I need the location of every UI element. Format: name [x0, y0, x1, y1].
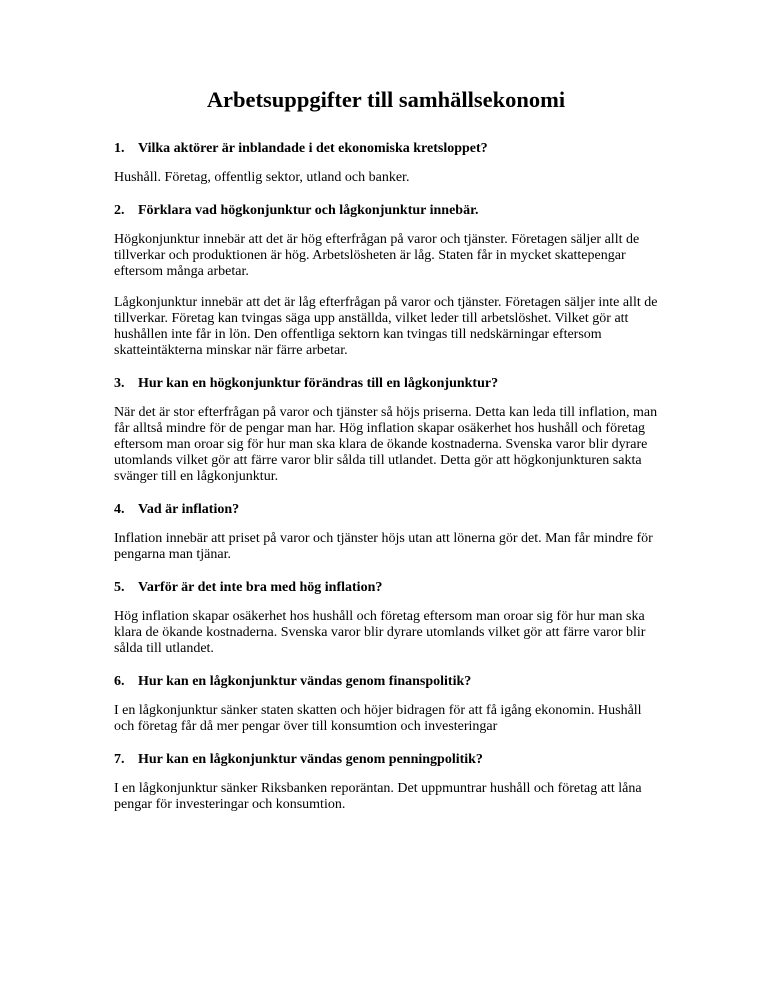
question-number: 6. — [114, 674, 125, 689]
question-number: 4. — [114, 502, 125, 517]
question-block-3 — [114, 375, 658, 485]
answer-paragraph: I en lågkonjunktur sänker Riksbanken reporäntan. Det uppmuntrar hushåll och företag att låna pengar för investeringar och konsumtion. — [114, 781, 642, 812]
question-block-1 — [114, 140, 658, 186]
question-number: 7. — [114, 752, 125, 767]
question-heading — [114, 501, 658, 518]
question-number: 5. — [114, 580, 125, 595]
question-heading — [114, 202, 658, 219]
question-text: Hur kan en lågkonjunktur vändas genom penningpolitik? — [138, 752, 483, 767]
question-text: Hur kan en högkonjunktur förändras till en lågkonjunktur? — [138, 376, 499, 391]
question-heading — [114, 375, 658, 392]
question-block-5 — [114, 579, 658, 657]
question-heading — [114, 673, 658, 690]
question-text: Vilka aktörer är inblandade i det ekonomiska kretsloppet? — [138, 141, 488, 156]
question-block-7 — [114, 751, 658, 813]
question-number: 3. — [114, 376, 125, 391]
answer-paragraph: Hög inflation skapar osäkerhet hos hushåll och företag eftersom man oroar sig för hur man ska klara de ökande kostnaderna. Svenska varor blir dyrare utomlands vilket gör att färre varor blir sålda till utlandet. — [114, 609, 646, 656]
question-block-6 — [114, 673, 658, 735]
answer-paragraph: Högkonjunktur innebär att det är hög efterfrågan på varor och tjänster. Företagen säljer allt de tillverkar och produktionen är hög. Arbetslösheten är låg. Staten får in mycket skattepengar eftersom många arbetar. — [114, 232, 640, 279]
question-block-4 — [114, 501, 658, 563]
answer-paragraph: Hushåll. Företag, offentlig sektor, utland och banker. — [114, 170, 410, 185]
question-text: Förklara vad högkonjunktur och lågkonjunktur innebär. — [138, 203, 479, 218]
question-text: Hur kan en lågkonjunktur vändas genom finanspolitik? — [138, 674, 472, 689]
question-number: 2. — [114, 203, 125, 218]
document-title: Arbetsuppgifter till samhällsekonomi — [206, 87, 566, 112]
question-text: Vad är inflation? — [138, 502, 240, 517]
answer-paragraph: När det är stor efterfrågan på varor och tjänster så höjs priserna. Detta kan leda till inflation, man får alltså mindre för de pengar man har. Hög inflation skapar osäkerhet hos hushåll och företag eftersom man oroar sig för hur man ska klara de ökande kostnaderna. Svenska varor blir dyrare utomlands vilket gör att färre varor blir sålda till utlandet. Detta gör att högkonjunkturen sakta svänger till en lågkonjunktur. — [114, 405, 658, 484]
question-number: 1. — [114, 141, 125, 156]
question-heading — [114, 751, 658, 768]
answer-paragraph: Inflation innebär att priset på varor och tjänster höjs utan att lönerna gör det. Man får mindre för pengarna man tjänar. — [114, 531, 653, 562]
question-block-2 — [114, 202, 658, 359]
question-heading — [114, 579, 658, 596]
answer-paragraph: Lågkonjunktur innebär att det är låg efterfrågan på varor och tjänster. Företagen säljer inte allt de tillverkar. Företag kan tvingas säga upp anställda, vilket leder till arbetslöshet. Vilket gör att hushållen inte får in lön. Den offentliga sektorn kan tvingas till nedskärningar eftersom skatteintäkterna minskar när färre arbetar. — [114, 295, 658, 358]
question-heading — [114, 140, 658, 157]
answer-paragraph: I en lågkonjunktur sänker staten skatten och höjer bidragen för att få igång ekonomin. Hushåll och företag får då mer pengar över till konsumtion och investeringar — [114, 703, 642, 734]
question-text: Varför är det inte bra med hög inflation? — [138, 580, 383, 595]
